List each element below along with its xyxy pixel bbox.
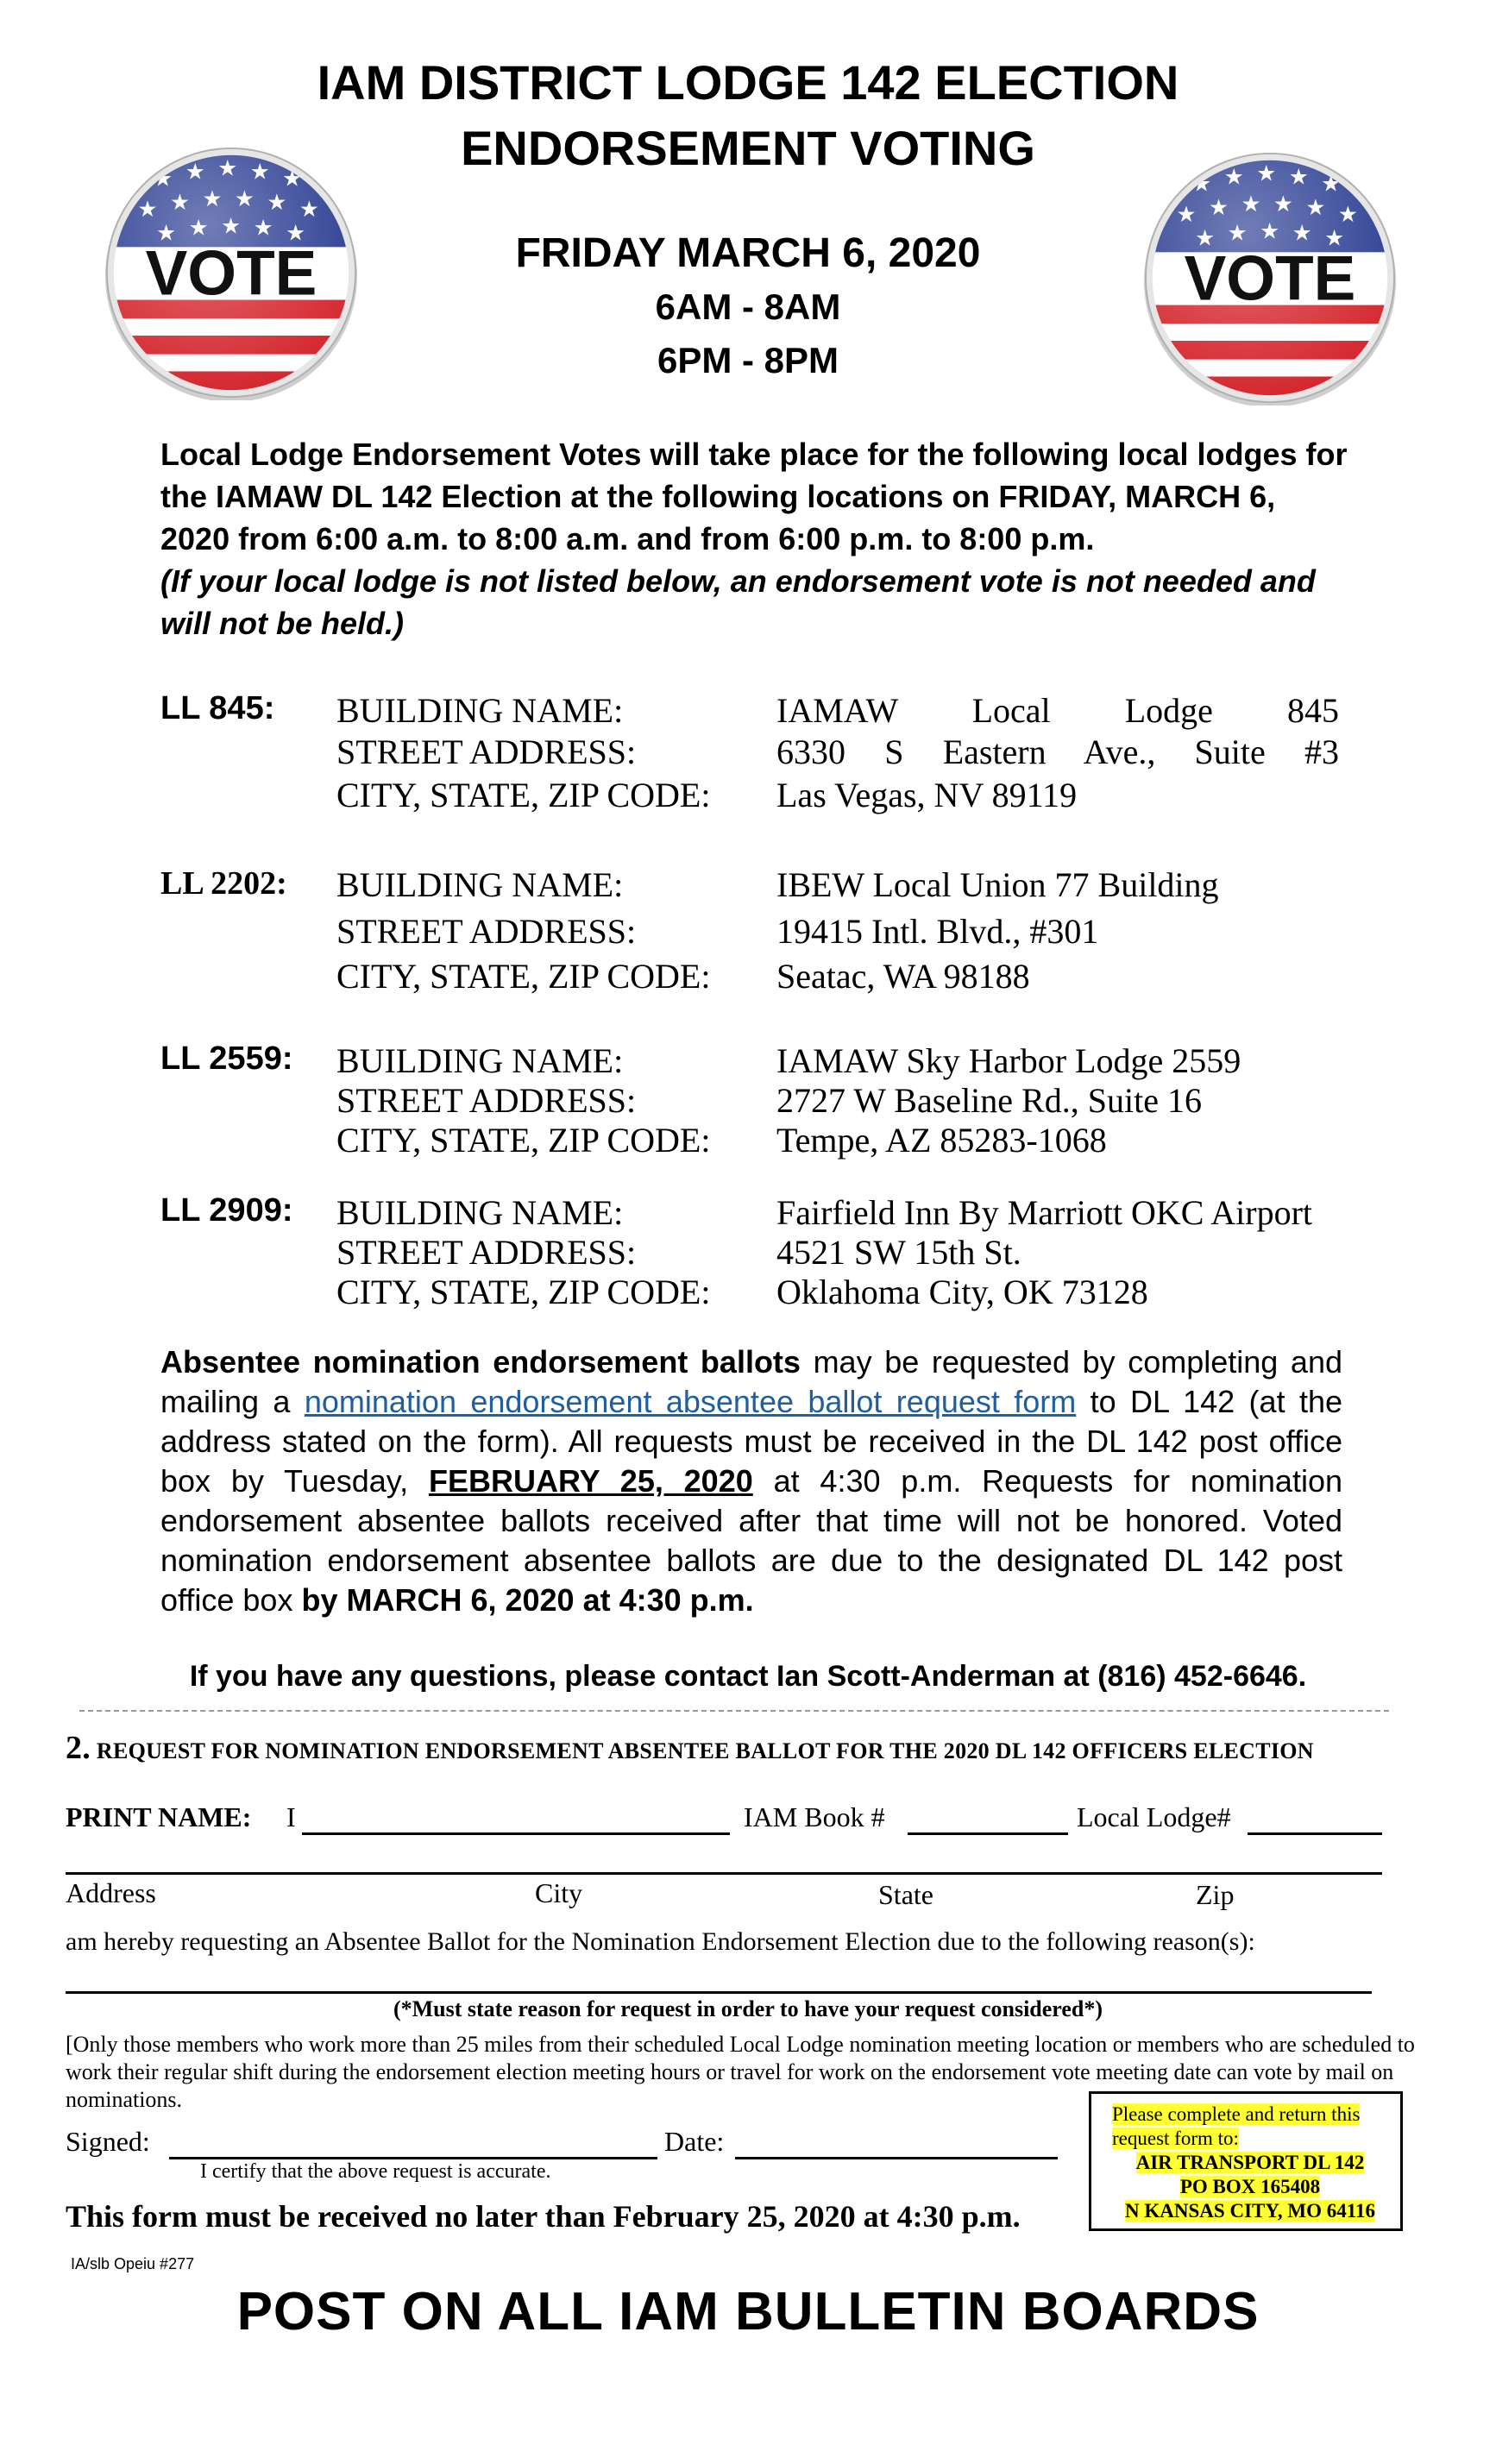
- address-input-line[interactable]: [66, 1872, 1382, 1875]
- must-state-note: (*Must state reason for request in order to have your request considered*): [393, 1996, 1103, 2021]
- state-label: State: [878, 1879, 933, 1910]
- intro-text: Local Lodge Endorsement Votes will take place for the following local lodges for the IAMAW DL 142 Election at the following locations on FRIDAY, MARCH 6, 2020 from 6:00 a.m. to 8:00 a.m. and from 6:00 p.m. to 8:00 p.m.: [160, 437, 1348, 556]
- lodge-street: 4521 SW 15th St.: [776, 1233, 1021, 1272]
- print-name-i: I: [286, 1801, 296, 1832]
- form-title: REQUEST FOR NOMINATION ENDORSEMENT ABSENTEE BALLOT FOR THE 2020 DL 142 OFFICERS ELECTION: [96, 1738, 1314, 1763]
- absentee-paragraph: Absentee nomination endorsement ballots may be requested by completing and mailing a nomination endorsement absentee ballot request form to DL 142 (at the address stated on the form). All requests must be received in the DL 142 post office box by Tuesday, FEBRUARY 25, 2020 at 4:30 p.m. Requests for nomination endorsement absentee ballots received after that time will not be honored. Voted nomination endorsement absentee ballots are due to the designated DL 142 post office box by MARCH 6, 2020 at 4:30 p.m.: [160, 1344, 1342, 1618]
- return-line-2: PO BOX 165408: [1179, 2176, 1321, 2197]
- lodge-id: LL 845:: [160, 690, 275, 726]
- building-label: BUILDING NAME:: [336, 691, 624, 730]
- date-input-line[interactable]: [735, 2157, 1058, 2159]
- lodge-street: 2727 W Baseline Rd., Suite 16: [776, 1081, 1202, 1120]
- street-label: STREET ADDRESS:: [336, 1233, 637, 1272]
- return-intro: Please complete and return this request form to:: [1112, 2103, 1361, 2149]
- eligibility-note: [Only those members who work more than 25 miles from their scheduled Local Lodge nomination meeting location or members who are scheduled to work their regular shift during the endorsement election meeting hours or travel for work on the endorsement vote meeting date can vote by mail on nominations.: [66, 2032, 1415, 2112]
- lodge-id: LL 2909:: [160, 1192, 293, 1229]
- return-line-1: AIR TRANSPORT DL 142: [1135, 2152, 1365, 2173]
- ballot-due-date: by MARCH 6, 2020 at 4:30 p.m.: [301, 1582, 754, 1618]
- name-input-line[interactable]: [302, 1832, 730, 1835]
- lodge-city: Tempe, AZ 85283-1068: [776, 1121, 1107, 1160]
- title-line-1: IAM DISTRICT LODGE 142 ELECTION: [317, 55, 1179, 110]
- time-slot-evening: 6PM - 8PM: [657, 340, 839, 380]
- contact-line: If you have any questions, please contact Ian Scott-Anderman at (816) 452-6646.: [189, 1660, 1307, 1693]
- lodge-building: IAMAW Sky Harbor Lodge 2559: [776, 1041, 1241, 1080]
- city-label: CITY, STATE, ZIP CODE:: [336, 1273, 711, 1311]
- title-line-2: ENDORSEMENT VOTING: [461, 121, 1035, 175]
- lodge-street: 19415 Intl. Blvd., #301: [776, 912, 1099, 951]
- lodge-street: 6330 S Eastern Ave., Suite #3: [776, 732, 1339, 771]
- building-label: BUILDING NAME:: [336, 865, 624, 904]
- lodge-id: LL 2202:: [160, 865, 287, 902]
- time-slot-morning: 6AM - 8AM: [655, 286, 841, 327]
- signed-label: Signed:: [66, 2126, 150, 2157]
- city-label: CITY, STATE, ZIP CODE:: [336, 1121, 711, 1160]
- signature-input-line[interactable]: [169, 2157, 657, 2159]
- reason-input-line[interactable]: [66, 1991, 1372, 1994]
- date-label: Date:: [664, 2126, 725, 2157]
- lodge-id: LL 2559:: [160, 1040, 293, 1077]
- typist-initials: IA/slb Opeiu #277: [71, 2255, 195, 2272]
- street-label: STREET ADDRESS:: [336, 732, 637, 771]
- local-lodge-input-line[interactable]: [1248, 1832, 1382, 1835]
- request-deadline: FEBRUARY 25, 2020: [428, 1463, 753, 1499]
- post-banner: POST ON ALL IAM BULLETIN BOARDS: [236, 2282, 1260, 2341]
- address-label: Address: [66, 1877, 156, 1908]
- absentee-form-link[interactable]: nomination endorsement absentee ballot request form: [304, 1384, 1077, 1419]
- zip-label: Zip: [1196, 1879, 1235, 1910]
- certify-note: I certify that the above request is accurate.: [200, 2160, 551, 2183]
- absentee-lead: Absentee nomination endorsement ballots: [160, 1344, 801, 1380]
- form-deadline: This form must be received no later than February 25, 2020 at 4:30 p.m.: [66, 2199, 1021, 2234]
- svg-text:VOTE: VOTE: [145, 238, 317, 309]
- return-line-3: N KANSAS CITY, MO 64116: [1125, 2200, 1375, 2222]
- request-statement: am hereby requesting an Absentee Ballot for the Nomination Endorsement Election due to the following reason(s):: [66, 1927, 1255, 1956]
- cut-line: [79, 1710, 1389, 1712]
- lodge-city: Seatac, WA 98188: [776, 957, 1030, 996]
- form-number: 2.: [66, 1730, 91, 1766]
- intro-note: (If your local lodge is not listed below, an endorsement vote is not needed and will not be held.): [160, 563, 1316, 641]
- city-label: CITY, STATE, ZIP CODE:: [336, 957, 711, 996]
- lodge-building: IAMAW Local Lodge 845: [776, 691, 1339, 730]
- iam-book-input-line[interactable]: [908, 1832, 1068, 1835]
- lodge-city: Oklahoma City, OK 73128: [776, 1273, 1148, 1311]
- lodge-building: Fairfield Inn By Marriott OKC Airport: [776, 1193, 1313, 1232]
- city-label: City: [535, 1877, 583, 1908]
- building-label: BUILDING NAME:: [336, 1193, 624, 1232]
- building-label: BUILDING NAME:: [336, 1041, 624, 1080]
- form-heading: [66, 1729, 1314, 1767]
- return-address-box: [1089, 2091, 1403, 2231]
- iam-book-label: IAM Book #: [744, 1801, 885, 1832]
- svg-text:VOTE: VOTE: [1184, 243, 1356, 314]
- local-lodge-label: Local Lodge#: [1077, 1801, 1231, 1832]
- street-label: STREET ADDRESS:: [336, 1081, 637, 1120]
- print-name-label: PRINT NAME:: [66, 1801, 252, 1832]
- street-label: STREET ADDRESS:: [336, 912, 637, 951]
- lodge-building: IBEW Local Union 77 Building: [776, 865, 1219, 904]
- intro-paragraph: [160, 433, 1351, 644]
- election-date: FRIDAY MARCH 6, 2020: [515, 230, 981, 276]
- lodge-city: Las Vegas, NV 89119: [776, 776, 1078, 814]
- city-label: CITY, STATE, ZIP CODE:: [336, 776, 711, 814]
